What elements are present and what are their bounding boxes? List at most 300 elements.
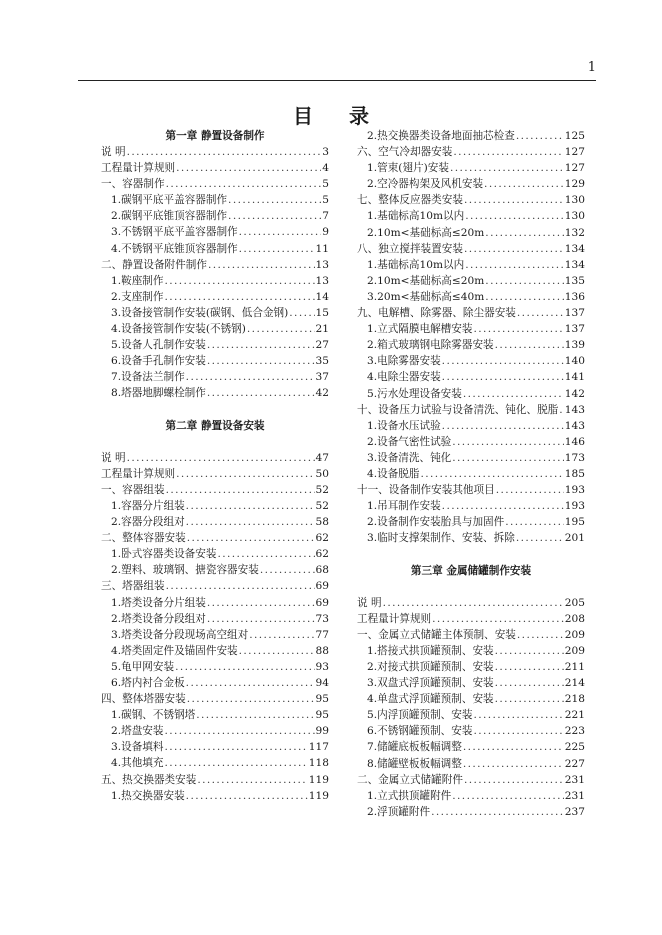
toc-page-number: 193 bbox=[564, 484, 585, 497]
chapter-heading: 第三章 金属储罐制作安装 bbox=[410, 564, 532, 577]
toc-page-number: 136 bbox=[564, 290, 585, 303]
toc-title bbox=[0, 100, 662, 129]
toc-leader-dots bbox=[239, 241, 315, 257]
toc-leader-dots bbox=[517, 627, 564, 643]
toc-entry-label: 3.塔类设备分段现场高空组对 bbox=[111, 628, 249, 641]
toc-page-number: 7 bbox=[322, 210, 329, 223]
toc-entry-label: 8.塔器地脚螺栓制作 bbox=[111, 387, 206, 400]
toc-subentry[interactable] bbox=[101, 643, 329, 659]
toc-entry-label: 2.箱式玻璃钢电除雾器安装 bbox=[367, 339, 494, 352]
toc-subentry[interactable] bbox=[357, 804, 585, 820]
toc-page-number: 209 bbox=[564, 628, 585, 641]
toc-entry-label: 3.设备接管制作安装(碳钢、低合金钢) bbox=[111, 306, 289, 319]
toc-page-number: 50 bbox=[315, 467, 329, 480]
toc-leader-dots bbox=[495, 643, 564, 659]
toc-entry-label: 4.单盘式浮顶罐预制、安装 bbox=[367, 693, 494, 706]
toc-leader-dots bbox=[485, 273, 563, 289]
toc-entry-label: 6.不锈钢罐预制、安装 bbox=[367, 725, 473, 738]
toc-subentry[interactable] bbox=[101, 353, 329, 369]
toc-entry-label: 九、电解槽、除雾器、除尘器安装 bbox=[357, 307, 516, 320]
toc-subentry[interactable] bbox=[357, 643, 585, 659]
toc-subentry[interactable] bbox=[357, 289, 585, 305]
toc-entry-label: 说 明 bbox=[101, 451, 126, 464]
toc-subentry[interactable] bbox=[101, 192, 329, 208]
toc-entry-label: 4.其他填充 bbox=[111, 757, 164, 770]
toc-leader-dots bbox=[207, 337, 315, 353]
toc-subentry[interactable] bbox=[101, 659, 329, 675]
toc-leader-dots bbox=[164, 739, 307, 755]
toc-entry-label: 8.储罐壁板板幅调整 bbox=[367, 757, 462, 770]
toc-page-number: 227 bbox=[564, 757, 585, 770]
toc-page-number: 27 bbox=[315, 339, 329, 352]
toc-page-number: 134 bbox=[564, 242, 585, 255]
toc-leader-dots bbox=[175, 659, 314, 675]
toc-entry-label: 1.热交换器安装 bbox=[111, 789, 185, 802]
toc-leader-dots bbox=[383, 595, 564, 611]
toc-entry-label: 说 明 bbox=[357, 596, 382, 609]
toc-entry-label: 2.支座制作 bbox=[111, 290, 164, 303]
toc-entry-label: 1.鞍座制作 bbox=[111, 274, 164, 287]
toc-leader-dots bbox=[464, 241, 564, 257]
toc-leader-dots bbox=[186, 788, 308, 804]
toc-page-number: 119 bbox=[308, 789, 329, 802]
toc-page-number: 132 bbox=[564, 226, 585, 239]
toc-page-number: 139 bbox=[564, 339, 585, 352]
toc-subentry[interactable] bbox=[357, 208, 585, 224]
toc-entry[interactable] bbox=[357, 482, 585, 498]
toc-title-char-1: 目 bbox=[293, 104, 313, 128]
toc-leader-dots bbox=[207, 385, 315, 401]
toc-leader-dots bbox=[505, 514, 564, 530]
toc-page-number: 69 bbox=[315, 596, 329, 609]
toc-leader-dots bbox=[431, 804, 564, 820]
toc-page-number: 231 bbox=[564, 789, 585, 802]
toc-subentry[interactable] bbox=[357, 128, 585, 144]
toc-entry[interactable] bbox=[101, 466, 329, 482]
toc-subentry[interactable] bbox=[357, 788, 585, 804]
toc-leader-dots bbox=[464, 192, 564, 208]
toc-page-number: 118 bbox=[308, 757, 329, 770]
toc-subentry[interactable] bbox=[101, 369, 329, 385]
chapter-heading: 第一章 静置设备制作 bbox=[165, 130, 265, 142]
toc-entry-label: 5.内浮顶罐预制、安装 bbox=[367, 709, 473, 722]
toc-leader-dots bbox=[495, 337, 564, 353]
toc-leader-dots bbox=[127, 450, 315, 466]
toc-entry-label: 说 明 bbox=[101, 146, 126, 158]
toc-subentry[interactable] bbox=[357, 225, 585, 241]
toc-subentry[interactable] bbox=[101, 514, 329, 530]
toc-leader-dots bbox=[186, 369, 315, 385]
toc-subentry[interactable] bbox=[357, 530, 585, 546]
toc-leader-dots bbox=[485, 225, 563, 241]
toc-page-number: 173 bbox=[564, 451, 585, 464]
toc-entry[interactable] bbox=[357, 595, 585, 611]
toc-leader-dots bbox=[239, 224, 322, 240]
toc-leader-dots bbox=[516, 128, 564, 144]
toc-page-number: 3 bbox=[322, 146, 329, 158]
toc-entry[interactable] bbox=[101, 160, 329, 176]
toc-leader-dots bbox=[289, 305, 314, 321]
toc-leader-dots bbox=[207, 595, 315, 611]
toc-subentry[interactable] bbox=[357, 466, 585, 482]
toc-leader-dots bbox=[260, 562, 315, 578]
toc-entry-label: 1.搭接式拱顶罐预制、安装 bbox=[367, 644, 494, 657]
toc-subentry[interactable] bbox=[357, 386, 585, 402]
toc-entry-label: 1.基础标高10m以内 bbox=[367, 210, 465, 223]
toc-page-number: 73 bbox=[315, 612, 329, 625]
toc-entry-label: 2.塔盘安装 bbox=[111, 725, 164, 738]
toc-subentry[interactable] bbox=[101, 627, 329, 643]
toc-leader-dots bbox=[496, 482, 564, 498]
toc-leader-dots bbox=[127, 144, 322, 160]
toc-leader-dots bbox=[166, 176, 322, 192]
toc-entry-label: 二、静置设备附件制作 bbox=[101, 258, 207, 271]
toc-entry[interactable] bbox=[357, 192, 585, 208]
spacer bbox=[101, 434, 329, 450]
toc-page-number: 13 bbox=[315, 274, 329, 287]
toc-page-number: 52 bbox=[315, 499, 329, 512]
toc-leader-dots bbox=[463, 756, 564, 772]
toc-leader-dots bbox=[452, 450, 564, 466]
toc-page-number: 35 bbox=[315, 355, 329, 368]
toc-subentry[interactable] bbox=[101, 723, 329, 739]
toc-entry-label: 2.对接式拱顶罐预制、安装 bbox=[367, 661, 494, 673]
toc-leader-dots bbox=[207, 353, 315, 369]
toc-subentry[interactable] bbox=[101, 707, 329, 723]
toc-page-number: 140 bbox=[564, 355, 585, 368]
toc-leader-dots bbox=[247, 321, 315, 337]
toc-entry-label: 工程量计算规则 bbox=[101, 162, 176, 175]
toc-page-number: 5 bbox=[322, 194, 329, 207]
spacer bbox=[357, 546, 585, 562]
toc-leader-dots bbox=[495, 675, 564, 691]
toc-entry-label: 6.设备手孔制作安装 bbox=[111, 355, 206, 368]
toc-entry[interactable] bbox=[101, 772, 329, 788]
toc-page-number: 223 bbox=[564, 725, 585, 738]
toc-entry-label: 工程量计算规则 bbox=[101, 467, 176, 480]
toc-leader-dots bbox=[453, 144, 563, 160]
toc-subentry[interactable] bbox=[101, 675, 329, 691]
toc-entry[interactable] bbox=[101, 144, 329, 160]
toc-leader-dots bbox=[176, 466, 314, 482]
toc-entry-label: 十、设备压力试验与设备清洗、钝化、脱脂 bbox=[357, 403, 559, 416]
toc-entry-label: 1.容器分片组装 bbox=[111, 499, 185, 512]
toc-subentry[interactable] bbox=[357, 257, 585, 273]
toc-page-number: 143 bbox=[564, 403, 585, 416]
toc-leader-dots bbox=[516, 530, 564, 546]
toc-page-number: 141 bbox=[564, 371, 585, 384]
toc-subentry[interactable] bbox=[101, 224, 329, 240]
toc-entry-label: 2.塔类设备分段组对 bbox=[111, 612, 206, 625]
toc-title-char-2: 录 bbox=[349, 104, 369, 128]
toc-page-number: 15 bbox=[315, 306, 329, 319]
toc-entry-label: 1.管束(翅片)安装 bbox=[367, 162, 449, 175]
chapter-heading: 第二章 静置设备安装 bbox=[165, 419, 265, 432]
toc-subentry[interactable] bbox=[101, 498, 329, 514]
toc-entry[interactable] bbox=[101, 257, 329, 273]
toc-entry[interactable] bbox=[357, 402, 585, 418]
toc-leader-dots bbox=[228, 208, 321, 224]
toc-page-number: 137 bbox=[564, 323, 585, 336]
toc-subentry[interactable] bbox=[357, 434, 585, 450]
toc-leader-dots bbox=[164, 755, 307, 771]
toc-entry-label: 1.卧式容器类设备安装 bbox=[111, 548, 217, 561]
toc-page-number: 94 bbox=[315, 677, 329, 689]
toc-entry[interactable] bbox=[101, 578, 329, 594]
toc-leader-dots bbox=[473, 723, 563, 739]
toc-subentry[interactable] bbox=[357, 418, 585, 434]
toc-leader-dots bbox=[196, 707, 314, 723]
toc-leader-dots bbox=[442, 353, 564, 369]
toc-entry-label: 七、整体反应器类安装 bbox=[357, 194, 463, 207]
toc-page-number: 193 bbox=[564, 500, 585, 513]
toc-page-number: 201 bbox=[564, 532, 585, 545]
toc-leader-dots bbox=[452, 434, 564, 450]
toc-leader-dots bbox=[239, 643, 315, 659]
toc-leader-dots bbox=[484, 176, 564, 192]
toc-leader-dots bbox=[207, 611, 315, 627]
toc-subentry[interactable] bbox=[357, 321, 585, 337]
toc-entry-label: 2.容器分段组对 bbox=[111, 516, 185, 529]
toc-entry[interactable] bbox=[101, 530, 329, 546]
toc-subentry[interactable] bbox=[101, 611, 329, 627]
header-rule bbox=[78, 80, 596, 81]
toc-leader-dots bbox=[228, 192, 321, 208]
toc-subentry[interactable] bbox=[101, 321, 329, 337]
toc-leader-dots bbox=[442, 369, 564, 385]
toc-entry[interactable] bbox=[357, 627, 585, 643]
toc-page-number: 127 bbox=[564, 146, 585, 159]
toc-leader-dots bbox=[463, 386, 564, 402]
toc-page-number: 211 bbox=[564, 661, 585, 673]
toc-leader-dots bbox=[164, 273, 314, 289]
toc-subentry[interactable] bbox=[357, 273, 585, 289]
toc-page-number: 209 bbox=[564, 644, 585, 657]
toc-subentry[interactable] bbox=[357, 514, 585, 530]
toc-page-number: 88 bbox=[315, 644, 329, 657]
toc-entry-label: 三、塔器组装 bbox=[101, 580, 165, 593]
toc-entry-label: 5.污水处理设备安装 bbox=[367, 387, 462, 400]
toc-subentry[interactable] bbox=[357, 337, 585, 353]
toc-leader-dots bbox=[166, 482, 315, 498]
toc-leader-dots bbox=[463, 739, 564, 755]
toc-entry-label: 1.塔类设备分片组装 bbox=[111, 596, 206, 609]
toc-subentry[interactable] bbox=[101, 273, 329, 289]
toc-subentry[interactable] bbox=[101, 208, 329, 224]
toc-entry-label: 四、整体塔器安装 bbox=[101, 693, 186, 706]
toc-page-number: 125 bbox=[564, 130, 585, 142]
toc-page-number: 237 bbox=[564, 805, 585, 818]
toc-page-number: 218 bbox=[564, 693, 585, 706]
toc-page-number: 195 bbox=[564, 516, 585, 529]
toc-page-number: 99 bbox=[315, 725, 329, 738]
toc-left-column bbox=[101, 128, 329, 804]
toc-subentry[interactable] bbox=[357, 160, 585, 176]
toc-entry[interactable] bbox=[101, 450, 329, 466]
toc-leader-dots bbox=[495, 659, 564, 675]
toc-entry-label: 4.不锈钢平底锥顶容器制作 bbox=[111, 242, 238, 255]
toc-subentry[interactable] bbox=[357, 675, 585, 691]
toc-entry-label: 3.临时支撑架制作、安装、拆除 bbox=[367, 532, 515, 545]
toc-leader-dots bbox=[473, 707, 563, 723]
toc-leader-dots bbox=[186, 498, 315, 514]
toc-entry[interactable] bbox=[101, 176, 329, 192]
toc-entry-label: 2.浮顶罐附件 bbox=[367, 805, 431, 818]
toc-subentry[interactable] bbox=[357, 691, 585, 707]
toc-leader-dots bbox=[465, 208, 564, 224]
toc-entry-label: 二、金属立式储罐附件 bbox=[357, 773, 463, 786]
toc-page-number: 5 bbox=[322, 178, 329, 191]
toc-entry-label: 2.设备制作安装胎具与加固件 bbox=[367, 516, 505, 529]
toc-page-number: 208 bbox=[564, 612, 585, 625]
toc-leader-dots bbox=[559, 402, 563, 418]
toc-leader-dots bbox=[432, 611, 564, 627]
toc-entry-label: 2.空冷器构架及风机安装 bbox=[367, 178, 484, 191]
toc-entry[interactable] bbox=[101, 691, 329, 707]
toc-page-number: 119 bbox=[308, 773, 329, 786]
toc-page-number: 127 bbox=[564, 162, 585, 175]
toc-page-number: 11 bbox=[315, 242, 329, 255]
toc-page-number: 117 bbox=[308, 741, 329, 754]
toc-leader-dots bbox=[420, 466, 563, 482]
toc-page-number: 95 bbox=[315, 693, 329, 706]
toc-entry-label: 3.双盘式浮顶罐预制、安装 bbox=[367, 677, 494, 690]
toc-page-number: 185 bbox=[564, 467, 585, 480]
toc-entry-label: 1.吊耳制作安装 bbox=[367, 500, 441, 513]
toc-subentry[interactable] bbox=[357, 723, 585, 739]
toc-entry-label: 二、整体容器安装 bbox=[101, 532, 186, 545]
toc-leader-dots bbox=[186, 675, 315, 691]
toc-page-number: 37 bbox=[315, 371, 329, 384]
toc-page-number: 130 bbox=[564, 194, 585, 207]
toc-entry-label: 7.储罐底板板幅调整 bbox=[367, 741, 462, 754]
toc-entry-label: 3.20m<基础标高≤40m bbox=[367, 290, 485, 303]
toc-page-number: 68 bbox=[315, 564, 329, 577]
toc-subentry[interactable] bbox=[357, 739, 585, 755]
toc-entry-label: 六、空气冷却器安装 bbox=[357, 146, 453, 159]
toc-entry-label: 1.设备水压试验 bbox=[367, 419, 441, 432]
toc-subentry[interactable] bbox=[357, 659, 585, 675]
toc-entry-label: 4.设备脱脂 bbox=[367, 467, 420, 480]
toc-entry-label: 4.设备接管制作安装(不锈钢) bbox=[111, 323, 246, 336]
toc-subentry[interactable] bbox=[101, 241, 329, 257]
toc-subentry[interactable] bbox=[357, 756, 585, 772]
toc-subentry[interactable] bbox=[357, 176, 585, 192]
toc-subentry[interactable] bbox=[101, 739, 329, 755]
toc-entry-label: 五、热交换器类安装 bbox=[101, 773, 197, 786]
page-number: 1 bbox=[587, 60, 596, 75]
toc-page-number: 77 bbox=[315, 628, 329, 641]
toc-entry-label: 1.立式隔膜电解槽安装 bbox=[367, 323, 473, 336]
toc-entry-label: 1.碳钢平底平盖容器制作 bbox=[111, 194, 228, 207]
toc-entry[interactable] bbox=[357, 144, 585, 160]
toc-subentry[interactable] bbox=[357, 498, 585, 514]
toc-leader-dots bbox=[217, 546, 314, 562]
toc-leader-dots bbox=[465, 257, 564, 273]
toc-entry-label: 一、容器组装 bbox=[101, 483, 165, 496]
toc-subentry[interactable] bbox=[357, 450, 585, 466]
toc-entry-label: 3.不锈钢平底平盖容器制作 bbox=[111, 226, 238, 239]
toc-subentry[interactable] bbox=[101, 595, 329, 611]
spacer bbox=[357, 579, 585, 595]
toc-subentry[interactable] bbox=[357, 353, 585, 369]
toc-entry-label: 2.碳钢平底锥顶容器制作 bbox=[111, 210, 228, 223]
toc-page-number: 231 bbox=[564, 773, 585, 786]
toc-page-number: 47 bbox=[315, 451, 329, 464]
toc-leader-dots bbox=[442, 418, 564, 434]
toc-subentry[interactable] bbox=[101, 562, 329, 578]
toc-entry-label: 1.碳钢、不锈钢塔 bbox=[111, 709, 196, 722]
toc-entry-label: 6.塔内衬合金板 bbox=[111, 677, 185, 689]
toc-leader-dots bbox=[485, 289, 563, 305]
toc-entry-label: 3.设备清洗、钝化 bbox=[367, 451, 452, 464]
toc-page-number: 69 bbox=[315, 580, 329, 593]
toc-page-number: 13 bbox=[315, 258, 329, 271]
toc-page-number: 146 bbox=[564, 435, 585, 448]
toc-leader-dots bbox=[452, 788, 564, 804]
toc-entry-label: 3.电除雾器安装 bbox=[367, 355, 441, 368]
toc-page-number: 142 bbox=[564, 387, 585, 400]
toc-entry-label: 八、独立搅拌装置安装 bbox=[357, 242, 463, 255]
toc-subentry[interactable] bbox=[101, 337, 329, 353]
toc-leader-dots bbox=[517, 305, 564, 321]
toc-page-number: 225 bbox=[564, 741, 585, 754]
toc-subentry[interactable] bbox=[101, 305, 329, 321]
toc-entry-label: 1.立式拱顶罐附件 bbox=[367, 789, 452, 802]
toc-page-number: 214 bbox=[564, 677, 585, 690]
toc-subentry[interactable] bbox=[101, 546, 329, 562]
toc-entry[interactable] bbox=[357, 241, 585, 257]
toc-leader-dots bbox=[442, 498, 564, 514]
toc-entry-label: 5.设备人孔制作安装 bbox=[111, 339, 206, 352]
toc-entry-label: 7.设备法兰制作 bbox=[111, 371, 185, 384]
toc-entry[interactable] bbox=[101, 482, 329, 498]
toc-entry-label: 一、金属立式储罐主体预制、安装 bbox=[357, 628, 516, 641]
toc-page-number: 135 bbox=[564, 274, 585, 287]
toc-page-number: 21 bbox=[315, 323, 329, 336]
toc-leader-dots bbox=[187, 691, 315, 707]
toc-page-number: 42 bbox=[315, 387, 329, 400]
toc-leader-dots bbox=[495, 691, 564, 707]
toc-page-number: 205 bbox=[564, 596, 585, 609]
toc-page-number: 62 bbox=[315, 548, 329, 561]
spacer bbox=[101, 402, 329, 418]
toc-subentry[interactable] bbox=[101, 289, 329, 305]
toc-leader-dots bbox=[166, 578, 315, 594]
toc-subentry[interactable] bbox=[101, 755, 329, 771]
toc-page-number: 221 bbox=[564, 709, 585, 722]
toc-page-number: 95 bbox=[315, 709, 329, 722]
toc-entry-label: 1.基础标高10m以内 bbox=[367, 258, 465, 271]
toc-entry-label: 2.设备气密性试验 bbox=[367, 435, 452, 448]
toc-page-number: 130 bbox=[564, 210, 585, 223]
toc-subentry[interactable] bbox=[101, 788, 329, 804]
toc-entry[interactable] bbox=[357, 772, 585, 788]
toc-subentry[interactable] bbox=[357, 369, 585, 385]
toc-leader-dots bbox=[176, 160, 321, 176]
toc-subentry[interactable] bbox=[101, 385, 329, 401]
toc-entry-label: 2.塑料、玻璃钢、搪瓷容器安装 bbox=[111, 564, 259, 577]
toc-entry-label: 5.龟甲网安装 bbox=[111, 660, 175, 673]
toc-leader-dots bbox=[164, 723, 314, 739]
toc-entry[interactable] bbox=[357, 611, 585, 627]
toc-entry-label: 2.10m<基础标高≤20m bbox=[367, 226, 485, 239]
toc-entry[interactable] bbox=[357, 305, 585, 321]
toc-entry-label: 工程量计算规则 bbox=[357, 612, 432, 625]
toc-subentry[interactable] bbox=[357, 707, 585, 723]
toc-page-number: 58 bbox=[315, 516, 329, 529]
toc-page-number: 9 bbox=[322, 226, 329, 239]
